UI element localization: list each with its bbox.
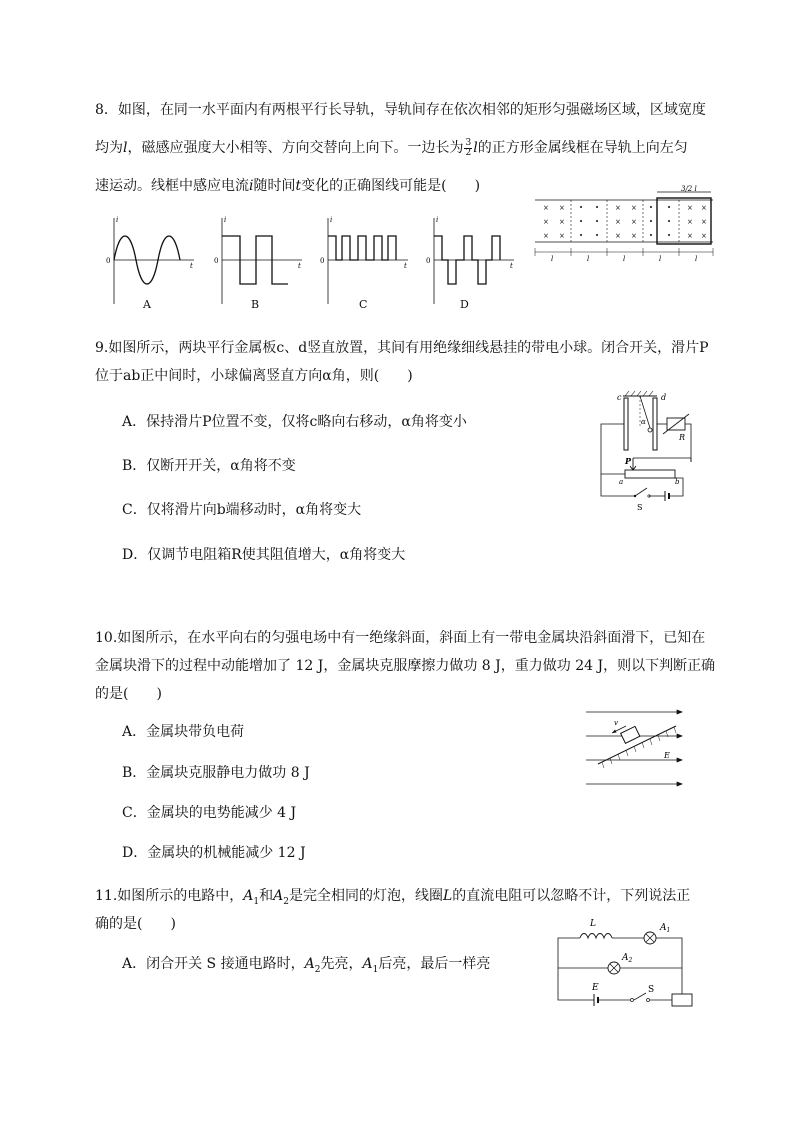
svg-text:l: l [695,255,698,263]
q8-line1: 8．如图，在同一水平面内有两根平行长导轨，导轨间存在依次相邻的矩形匀强磁场区域，区域宽度 [95,102,706,118]
svg-text:L: L [590,919,596,929]
q9-option-b: B．仅断开开关，α角将不变 [122,458,296,474]
svg-text:×: × [687,232,693,240]
svg-text:×: × [701,204,707,212]
svg-text:R: R [679,433,686,442]
svg-text:l: l [587,255,590,263]
q8-line2: 均为l，磁感应强度大小相等、方向交替向上向下。一边长为 $\frac{3}{2}$ l的正方形金属线框在导轨上向左匀 [95,137,688,158]
frame-width-label: 3/2 l [681,185,697,193]
svg-text:t: t [404,262,407,270]
svg-text:0: 0 [426,257,431,265]
magnetic-field-figure [535,186,715,266]
svg-text:×: × [559,218,565,226]
svg-text:S: S [648,985,655,995]
svg-text:×: × [687,204,693,212]
svg-text:i: i [224,216,227,224]
q11-option-a: A．闭合开关 S 接通电路时，$A_2$先亮，$A_1$后亮，最后一样亮 [122,956,491,975]
q10-option-d: D．金属块的机械能减少 12 J [122,845,306,861]
svg-text:×: × [543,218,549,226]
svg-text:0: 0 [214,257,219,265]
graph-b [208,214,304,306]
q8-line3: 速运动。线框中感应电流i随时间t变化的正确图线可能是( ) [95,178,481,194]
graph-d-label: D [460,298,469,311]
svg-text:×: × [631,218,637,226]
graph-c-label: C [359,298,368,311]
svg-text:E: E [664,751,670,760]
capacitor-circuit-figure [595,388,695,514]
svg-text:×: × [559,204,565,212]
svg-text:l: l [551,255,554,263]
svg-text:v: v [614,719,618,727]
graph-a-label: A [143,298,151,311]
svg-text:A2: $A_2$ [622,953,633,964]
svg-text:d: d [661,393,667,402]
svg-text:i: i [330,216,333,224]
graph-d [420,214,516,306]
svg-text:0: 0 [320,257,325,265]
svg-text:×: × [543,204,549,212]
svg-text:c: c [617,393,622,402]
svg-text:t: t [190,262,193,270]
svg-text:×: × [615,232,621,240]
svg-text:t: t [510,262,513,270]
svg-text:E: E [592,983,599,993]
q9-option-a: A．保持滑片P位置不变，仅将c略向右移动，α角将变小 [122,414,467,430]
svg-text:0: 0 [106,257,111,265]
svg-text:×: × [631,204,637,212]
q11-line1: 11.如图所示的电路中，$A_1$和$A_2$是完全相同的灯泡，线圈L的直流电阻可以忽略不计，下列说法正 [95,888,691,907]
q10-option-c: C．金属块的电势能减少 4 J [122,805,297,821]
svg-text:A1: $A_1$ [660,923,671,934]
svg-text:P: P [625,456,632,466]
svg-text:×: × [615,204,621,212]
q10-line1: 10.如图所示，在水平向右的匀强电场中有一绝缘斜面，斜面上有一带电金属块沿斜面滑下，已知在 [95,630,706,646]
q10-line3: 的是( ) [95,686,162,702]
graph-b-label: B [251,298,260,311]
inductor-circuit-figure [552,914,694,1008]
svg-text:×: × [687,218,693,226]
svg-text:×: × [701,232,707,240]
q9-line1: 9.如图所示，两块平行金属板c、d竖直放置，其间有用绝缘细线悬挂的带电小球。闭合开关，滑片P [95,340,709,356]
incline-field-figure [584,708,688,788]
svg-text:a: a [619,478,624,486]
svg-text:×: × [631,232,637,240]
graph-c [314,214,410,306]
svg-text:×: × [701,218,707,226]
svg-text:l: l [623,255,626,263]
svg-text:b: b [675,478,680,486]
q9-line2: 位于ab正中间时，小球偏离竖直方向α角，则( ) [95,368,413,384]
q11-line2: 确的是( ) [95,916,176,932]
svg-text:S: S [637,503,643,512]
svg-text:×: × [543,232,549,240]
q9-option-c: C．仅将滑片向b端移动时，α角将变大 [122,502,362,518]
q9-option-d: D．仅调节电阻箱R使其阻值增大，α角将变大 [122,547,406,563]
svg-text:t: t [298,262,301,270]
q10-option-b: B．金属块克服静电力做功 8 J [122,765,310,781]
q10-line2: 金属块滑下的过程中动能增加了 12 J，金属块克服摩擦力做功 8 J，重力做功 24 J，则以下判断正确 [95,658,716,674]
svg-text:i: i [436,216,439,224]
svg-text:l: l [659,255,662,263]
svg-text:i: i [116,216,119,224]
graph-a [100,214,196,306]
svg-text:×: × [559,232,565,240]
fraction-three-halves: $\frac{3}{2}$ [465,137,472,158]
q10-option-a: A．金属块带负电荷 [122,724,245,740]
svg-text:α: α [641,418,646,426]
svg-text:×: × [615,218,621,226]
